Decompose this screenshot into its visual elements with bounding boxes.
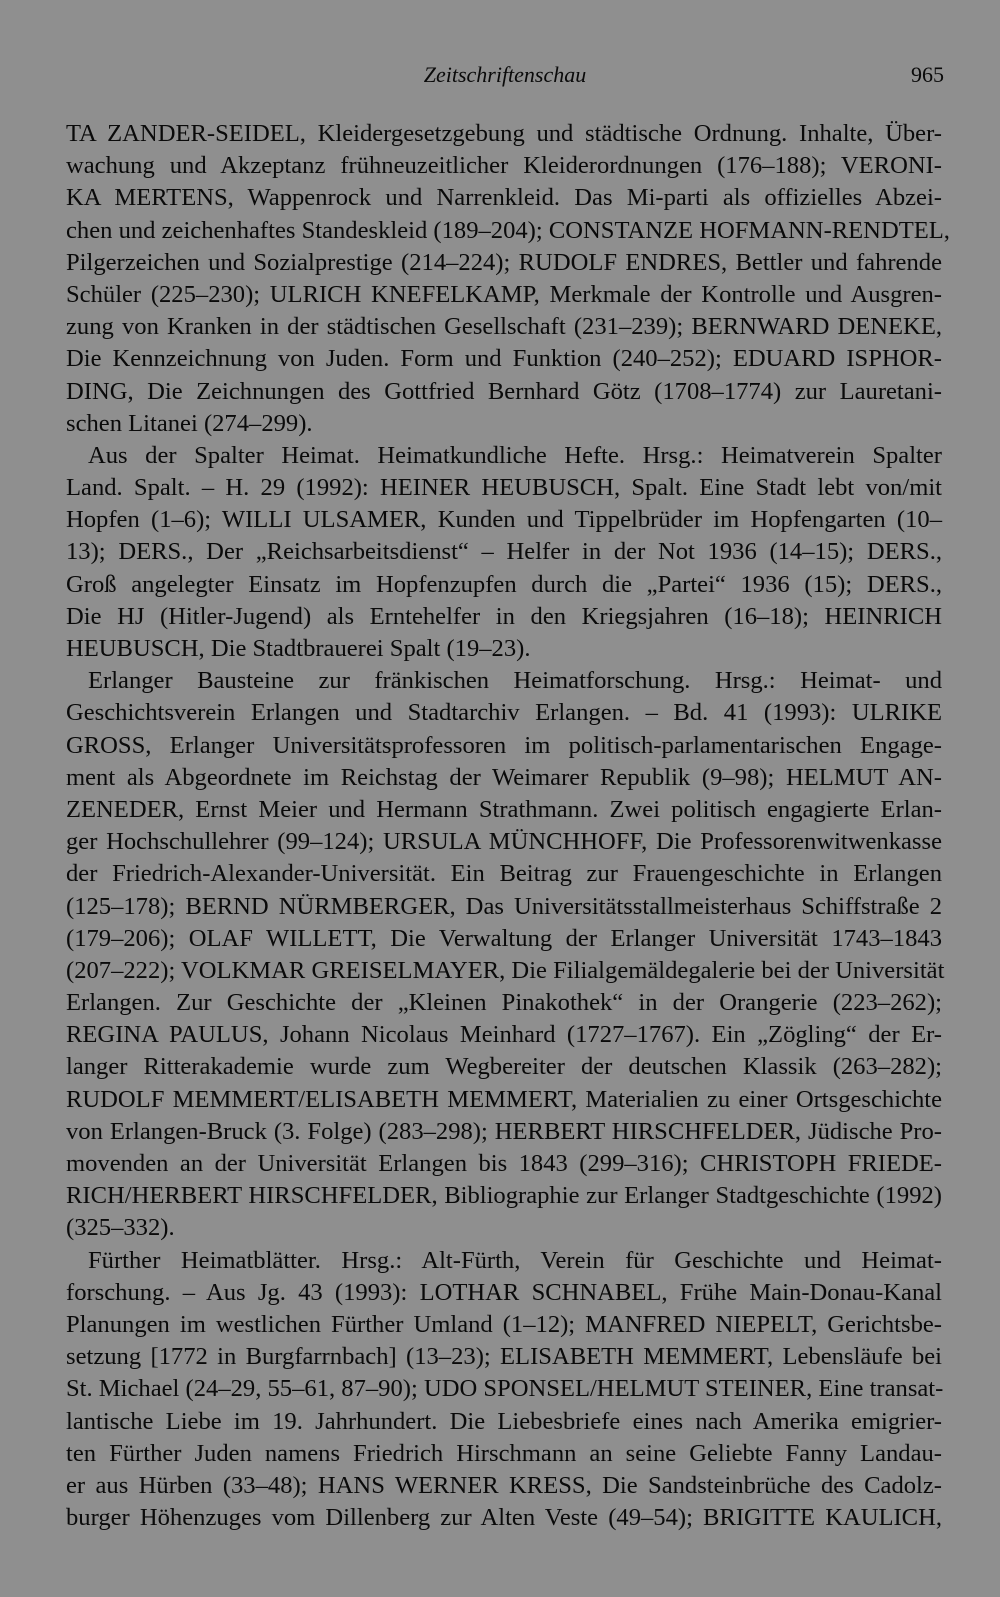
text-line: 13); DERS., Der „Reichsarbeitsdienst“ – Helfer in der Not 1936 (14–15); DERS., (66, 538, 942, 566)
text-line: ZENEDER, Ernst Meier und Hermann Strathmann. Zwei politisch engagierte Erlan- (66, 795, 942, 823)
text-line: forschung. – Aus Jg. 43 (1993): LOTHAR SCHNABEL, Frühe Main-Donau-Kanal (66, 1278, 942, 1306)
text-line: Erlangen. Zur Geschichte der „Kleinen Pinakothek“ in der Orangerie (223–262); (66, 989, 942, 1017)
text-line: ten Fürther Juden namens Friedrich Hirschmann an seine Geliebte Fanny Landau- (66, 1439, 942, 1467)
text-line: schen Litanei (274–299). (66, 409, 313, 437)
text-line: KA MERTENS, Wappenrock und Narrenkleid. Das Mi-parti als offizielles Abzei- (66, 184, 942, 212)
entry-heading-line: Aus der Spalter Heimat. Heimatkundliche Hefte. Hrsg.: Heimatverein Spalter (88, 441, 942, 469)
text-line: St. Michael (24–29, 55–61, 87–90); UDO SPONSEL/HELMUT STEINER, Eine transat- (66, 1375, 944, 1403)
text-line: setzung [1772 in Burgfarrnbach] (13–23); ELISABETH MEMMERT, Lebensläufe bei (66, 1343, 942, 1371)
text-line: Groß angelegter Einsatz im Hopfenzupfen durch die „Partei“ 1936 (15); DERS., (66, 570, 942, 598)
entry-heading-line: Fürther Heimatblätter. Hrsg.: Alt-Fürth, Verein für Geschichte und Heimat- (88, 1246, 942, 1274)
text-line: wachung und Akzeptanz frühneuzeitlicher Kleiderordnungen (176–188); VERONI- (66, 152, 942, 180)
text-line: RICH/HERBERT HIRSCHFELDER, Bibliographie zur Erlanger Stadtgeschichte (1992) (66, 1182, 942, 1210)
text-line: movenden an der Universität Erlangen bis 1843 (299–316); CHRISTOPH FRIEDE- (66, 1150, 942, 1177)
text-line: Land. Spalt. – H. 29 (1992): HEINER HEUBUSCH, Spalt. Eine Stadt lebt von/mit (66, 474, 942, 502)
text-line: (125–178); BERND NÜRMBERGER, Das Universitätsstallmeisterhaus Schiffstraße 2 (66, 892, 942, 920)
text-line: der Friedrich-Alexander-Universität. Ein Beitrag zur Frauengeschichte in Erlangen (66, 860, 942, 888)
text-line: ment als Abgeordnete im Reichstag der Weimarer Republik (9–98); HELMUT AN- (66, 763, 942, 791)
text-line: Hopfen (1–6); WILLI ULSAMER, Kunden und Tippelbrüder im Hopfengarten (10– (66, 506, 942, 534)
text-line: von Erlangen-Bruck (3. Folge) (283–298); HERBERT HIRSCHFELDER, Jüdische Pro- (66, 1117, 942, 1145)
text-line: burger Höhenzuges vom Dillenberg zur Alten Veste (49–54); BRIGITTE KAULICH, (66, 1504, 942, 1532)
text-line: Schüler (225–230); ULRICH KNEFELKAMP, Merkmale der Kontrolle und Ausgren- (66, 280, 942, 308)
text-line: RUDOLF MEMMERT/ELISABETH MEMMERT, Materialien zu einer Ortsgeschichte (66, 1085, 942, 1113)
page-number: 965 (911, 62, 944, 87)
text-line: (325–332). (66, 1214, 175, 1242)
text-line: HEUBUSCH, Die Stadtbrauerei Spalt (19–23). (66, 635, 531, 662)
article-body (66, 118, 950, 1534)
text-line: TA ZANDER-SEIDEL, Kleidergesetzgebung und städtische Ordnung. Inhalte, Über- (66, 120, 942, 147)
text-line: ger Hochschullehrer (99–124); URSULA MÜNCHHOFF, Die Professorenwitwenkasse (66, 828, 942, 856)
text-line: Pilgerzeichen und Sozialprestige (214–224); RUDOLF ENDRES, Bettler und fahrende (66, 248, 942, 276)
text-line: DING, Die Zeichnungen des Gottfried Bernhard Götz (1708–1774) zur Lauretani- (66, 377, 942, 405)
text-line: Geschichtsverein Erlangen und Stadtarchiv Erlangen. – Bd. 41 (1993): ULRIKE (66, 699, 942, 727)
text-line: Planungen im westlichen Fürther Umland (1–12); MANFRED NIEPELT, Gerichtsbe- (66, 1310, 942, 1338)
text-line: chen und zeichenhaftes Standeskleid (189–204); CONSTANZE HOFMANN-RENDTEL, (66, 216, 950, 244)
text-line: REGINA PAULUS, Johann Nicolaus Meinhard (1727–1767). Ein „Zögling“ der Er- (66, 1021, 942, 1049)
text-line: lantische Liebe im 19. Jahrhundert. Die Liebesbriefe eines nach Amerika emigrier- (66, 1407, 942, 1435)
text-line: Die Kennzeichnung von Juden. Form und Funktion (240–252); EDUARD ISPHOR- (66, 345, 942, 373)
text-line: langer Ritterakademie wurde zum Wegbereiter der deutschen Klassik (263–282); (66, 1053, 942, 1081)
text-line: (179–206); OLAF WILLETT, Die Verwaltung der Erlanger Universität 1743–1843 (66, 924, 942, 952)
text-line: Die HJ (Hitler-Jugend) als Erntehelfer in den Kriegsjahren (16–18); HEINRICH (66, 602, 942, 630)
text-line: GROSS, Erlanger Universitätsprofessoren im politisch-parlamentarischen Engage- (66, 731, 942, 759)
entry-heading-line: Erlanger Bausteine zur fränkischen Heimatforschung. Hrsg.: Heimat- und (88, 667, 942, 695)
text-line: er aus Hürben (33–48); HANS WERNER KRESS, Die Sandsteinbrüche des Cadolz- (66, 1471, 942, 1499)
text-line: zung von Kranken in der städtischen Gesellschaft (231–239); BERNWARD DENEKE, (66, 313, 942, 341)
running-title: Zeitschriftenschau (423, 62, 587, 87)
text-line: (207–222); VOLKMAR GREISELMAYER, Die Filialgemäldegalerie bei der Universität (66, 956, 945, 984)
page-header (66, 56, 944, 90)
